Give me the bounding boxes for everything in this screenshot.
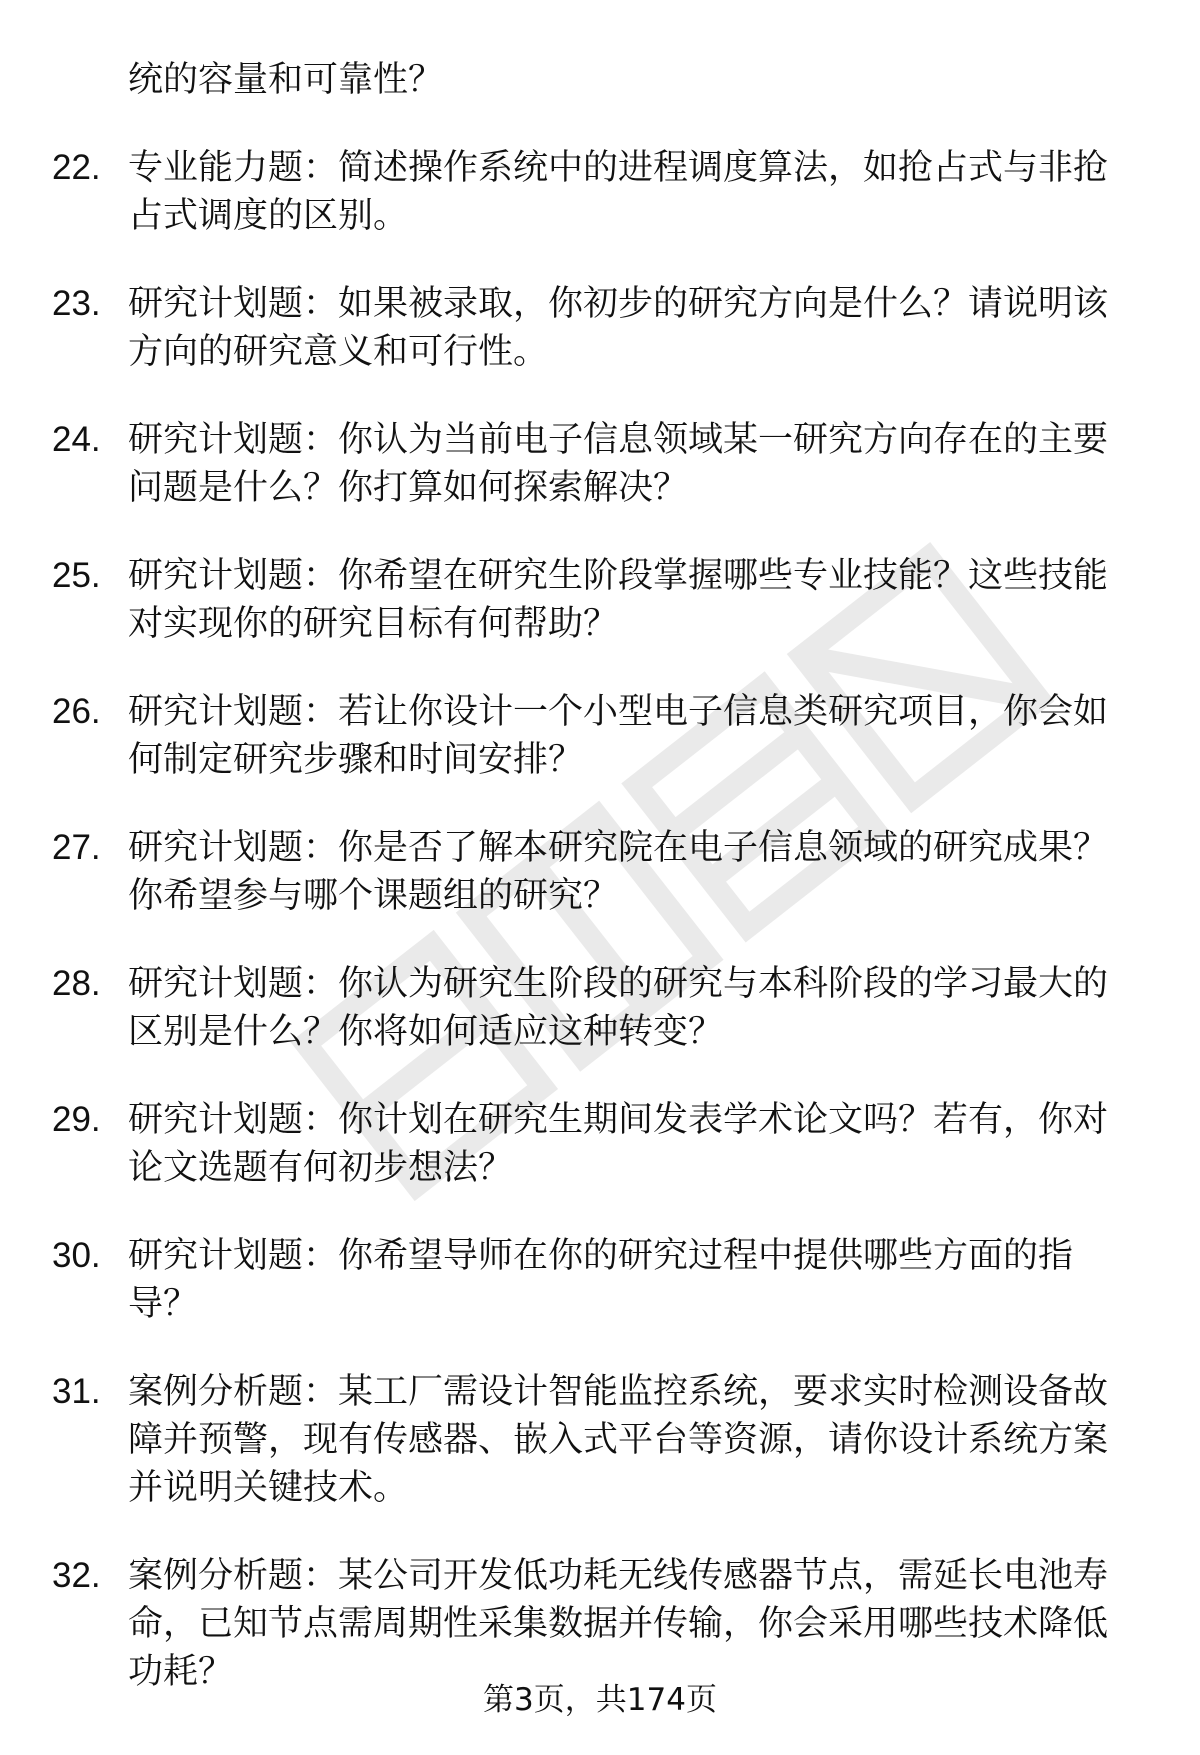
question-number: 28. [52, 964, 101, 1003]
question-number: 27. [52, 828, 101, 867]
question-text: 研究计划题：你认为当前电子信息领域某一研究方向存在的主要问题是什么？你打算如何探索解决？ [128, 420, 1109, 508]
question-item [52, 824, 1142, 920]
question-item [52, 552, 1142, 648]
question-number: 30. [52, 1236, 101, 1275]
question-number: 24. [52, 420, 101, 459]
page-footer: 第3页，共174页 [483, 1682, 717, 1718]
continued-question-text: 统的容量和可靠性？ [128, 60, 444, 100]
question-text: 案例分析题：某公司开发低功耗无线传感器节点，需延长电池寿命，已知节点需周期性采集数据并传输，你会采用哪些技术降低功耗？ [128, 1556, 1109, 1692]
question-text: 研究计划题：你认为研究生阶段的研究与本科阶段的学习最大的区别是什么？你将如何适应这种转变？ [128, 964, 1109, 1052]
question-item [52, 960, 1142, 1056]
question-text: 研究计划题：若让你设计一个小型电子信息类研究项目，你会如何制定研究步骤和时间安排？ [128, 692, 1109, 780]
question-text: 专业能力题：简述操作系统中的进程调度算法，如抢占式与非抢占式调度的区别。 [128, 148, 1109, 236]
question-item [52, 688, 1142, 784]
question-number: 23. [52, 284, 101, 323]
question-item [52, 144, 1142, 240]
question-item [52, 1232, 1142, 1328]
question-text: 案例分析题：某工厂需设计智能监控系统，要求实时检测设备故障并预警，现有传感器、嵌入式平台等资源，请你设计系统方案并说明关键技术。 [128, 1372, 1109, 1508]
question-item [52, 1368, 1142, 1512]
question-item [52, 416, 1142, 512]
question-number: 26. [52, 692, 101, 731]
question-text: 研究计划题：你计划在研究生期间发表学术论文吗？若有，你对论文选题有何初步想法？ [128, 1100, 1109, 1188]
question-item [52, 1096, 1142, 1192]
question-number: 31. [52, 1372, 101, 1411]
question-text: 研究计划题：你是否了解本研究院在电子信息领域的研究成果？你希望参与哪个课题组的研究？ [128, 828, 1109, 916]
question-number: 29. [52, 1100, 101, 1139]
question-list [52, 56, 1142, 1736]
question-item [52, 280, 1142, 376]
question-text: 研究计划题：如果被录取，你初步的研究方向是什么？请说明该方向的研究意义和可行性。 [128, 284, 1109, 372]
question-number: 22. [52, 148, 101, 187]
question-item [52, 1552, 1142, 1696]
question-text: 研究计划题：你希望导师在你的研究过程中提供哪些方面的指导？ [128, 1236, 1074, 1324]
question-number: 32. [52, 1556, 101, 1595]
question-text: 研究计划题：你希望在研究生阶段掌握哪些专业技能？这些技能对实现你的研究目标有何帮助？ [128, 556, 1109, 644]
question-number: 25. [52, 556, 101, 595]
